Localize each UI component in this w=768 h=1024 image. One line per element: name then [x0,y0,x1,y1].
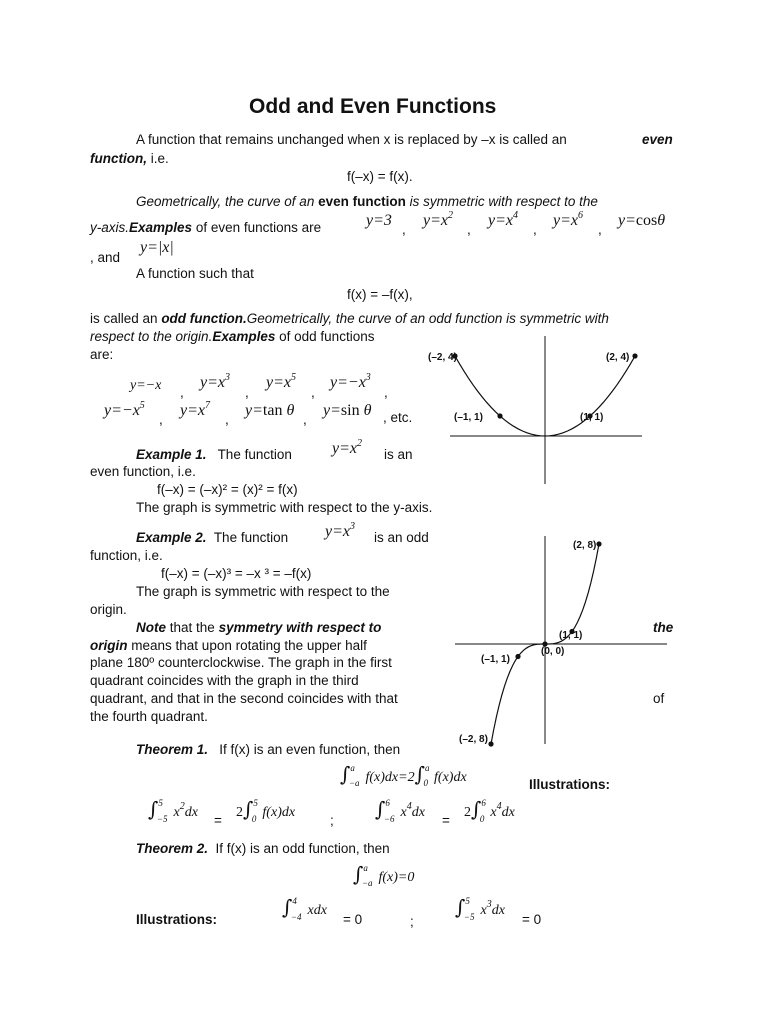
even-intro-line2: function, i.e. [90,151,169,166]
even-example-x4: $y=x^4$ [488,210,518,229]
even-example-y3: y=3 [366,212,392,229]
example2-function: $y=x^3$ [325,521,355,540]
graph1-label-pos2: (2, 4) [606,352,630,363]
odd-example-x3: $y=x^3$ [200,372,230,391]
illustration2-right: 2∫$^6_0$ $x^4dx$ [464,797,515,824]
even-examples-line: y-axis.Examples of even functions are [90,220,322,235]
note-line1: Note that the symmetry with respect to [136,620,382,635]
graph2-label-neg1: (–1, 1) [481,654,510,665]
parabola-graph [420,330,650,490]
example2-tail: is an odd [374,530,429,545]
odd-example-negx: y=−x [130,378,162,393]
even-example-x2: $y=x^2$ [423,210,453,229]
even-example-cos: y=cosθ [618,212,666,229]
odd-example-tan: y=tan θ [245,402,295,419]
odd-intro-line: A function such that [136,266,254,281]
example2-line2: function, i.e. [90,548,163,563]
graph1-point [497,413,502,418]
example2-note1: The graph is symmetric with respect to the [136,584,390,599]
graph2-label-1: (1, 1) [559,630,583,641]
note-line4: quadrant coincides with the graph in the third [90,673,359,688]
theorem2-illustrations: Illustrations: [136,912,218,927]
graph1-point [632,353,637,358]
illustration1-right: 2∫$^5_0$ f(x)dx [236,797,296,824]
example2-note2: origin. [90,602,127,617]
note-line3: plane 180º counterclockwise. The graph in the first [90,655,392,670]
graph2-point [515,654,520,659]
odd-formula: f(x) = –f(x), [347,287,413,302]
odd-example-x7: $y=x^7$ [180,400,210,419]
even-example-abs: y=|x| [140,239,174,256]
example1-tail: is an [384,447,413,462]
page-title: Odd and Even Functions [249,95,497,118]
theorem1-formula: ∫$^a_{-a}$ f(x)dx=2∫$^a_0$ f(x)dx [340,762,467,788]
geometric-even-line: Geometrically, the curve of an even function is symmetric with respect to the [136,194,598,209]
example1-equation: f(–x) = (–x)² = (x)² = f(x) [157,482,298,497]
theorem2-illustration1: ∫$^4_{-4}$ xdx [282,895,327,922]
theorem1-line: Theorem 1. If f(x) is an even function, then [136,742,401,757]
example1-function: $y=x^2$ [332,438,362,457]
even-term-1: even [642,132,673,147]
graph1-label-neg2: (–2, 4) [428,352,457,363]
example1-line: Example 1. The function [136,447,292,462]
graph1-label-neg1: (–1, 1) [454,412,483,423]
graph2-label-0: (0, 0) [541,646,565,657]
odd-etc: , etc. [383,410,413,425]
illustration1-left: ∫$^5_{-5}$ $x^2dx$ [148,797,198,824]
note-line6: the fourth quadrant. [90,709,208,724]
graph2-point [488,741,493,746]
graph2-label-2: (2, 8) [573,540,597,551]
cubic-graph [455,530,670,750]
theorem2-formula: ∫$^a_{-a}$ f(x)=0 [353,862,415,888]
theorem2-line: Theorem 2. If f(x) is an odd function, then [136,841,390,856]
and-text: , and [90,250,121,265]
illustration2-left: ∫$^6_{-6}$ $x^4dx$ [375,797,425,824]
even-intro-line1: A function that remains unchanged when x is replaced by –x is called an [136,132,567,147]
even-example-x6: $y=x^6$ [553,210,583,229]
odd-example-negx3: $y=-x^3$ [330,372,371,391]
example1-line2: even function, i.e. [90,464,196,479]
graph1-label-pos1: (1, 1) [580,412,604,423]
example1-note: The graph is symmetric with respect to the y-axis. [136,500,433,515]
odd-are: are: [90,347,114,362]
theorem2-illustration2: ∫$^5_{-5}$ $x^3dx$ [455,895,505,922]
odd-example-sin: y=sin θ [323,402,372,419]
odd-definition-line: is called an odd function.Geometrically, the curve of an odd function is symmetric with [90,311,609,326]
even-formula: f(–x) = f(x). [347,169,413,184]
odd-definition-line2: respect to the origin.Examples of odd functions [90,329,375,344]
example2-equation: f(–x) = (–x)³ = –x ³ = –f(x) [161,566,312,581]
note-line2: origin means that upon rotating the upper half [90,638,367,653]
note-of: of [653,691,665,706]
theorem2-zero2: = 0 [522,912,542,927]
odd-example-negx5: $y=-x^5$ [104,400,145,419]
odd-example-x5: $y=x^5$ [266,372,296,391]
theorem2-zero1: = 0 [343,912,363,927]
note-the: the [653,620,674,635]
note-line5: quadrant, and that in the second coincides with that [90,691,398,706]
graph2-point [596,541,601,546]
graph2-label-neg2: (–2, 8) [459,734,488,745]
example2-line: Example 2. The function [136,530,289,545]
theorem1-illustrations: Illustrations: [529,777,611,792]
